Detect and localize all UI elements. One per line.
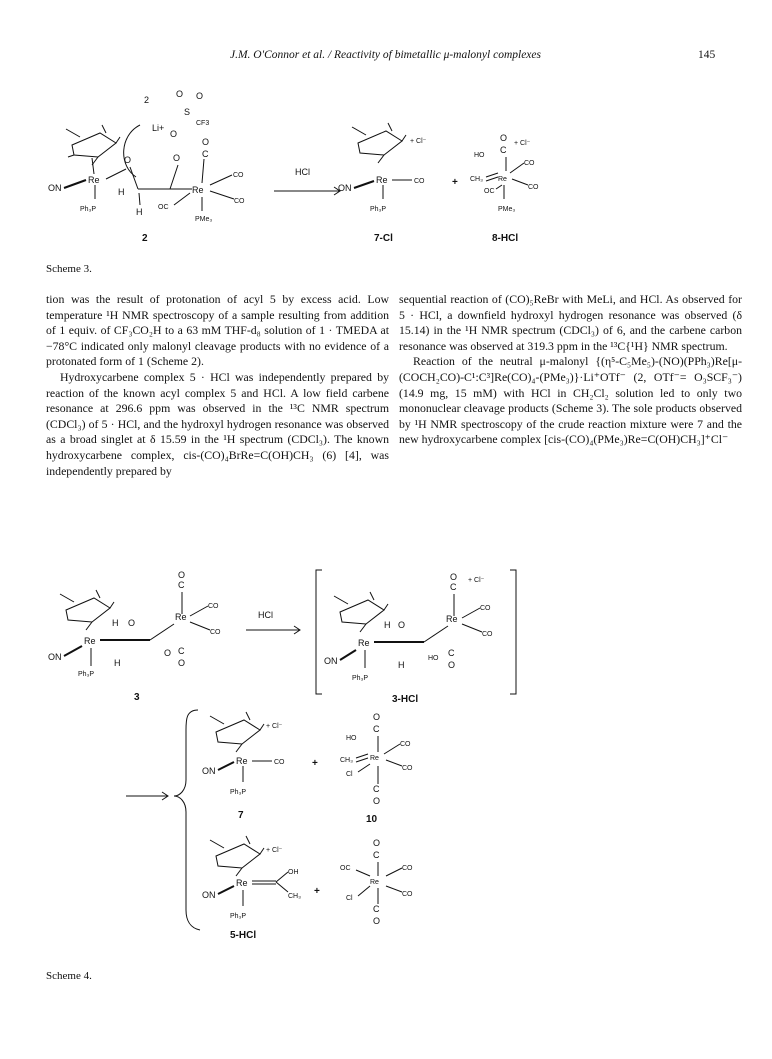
o-10b: O bbox=[373, 796, 381, 806]
plus-sign-3: + bbox=[314, 886, 320, 897]
scheme-4-drawing bbox=[40, 570, 740, 950]
co-10a: CO bbox=[400, 741, 411, 748]
ch3-5hcl: CH₃ bbox=[288, 893, 301, 900]
cp-ring-3hcl bbox=[334, 592, 388, 632]
co-3a: CO bbox=[208, 603, 219, 610]
oc-label: OC bbox=[158, 204, 169, 211]
o-top-2: O bbox=[196, 91, 204, 101]
cl-10: Cl bbox=[346, 771, 353, 778]
h-atom-2: H bbox=[136, 207, 143, 217]
o-3hcl-b: O bbox=[450, 572, 458, 582]
scheme-3 bbox=[40, 85, 740, 260]
h-3hcl: H bbox=[384, 620, 391, 630]
cation-cl-7: + Cl⁻ bbox=[266, 723, 283, 730]
ch3-10: CH₃ bbox=[340, 757, 353, 764]
re-10: Re bbox=[370, 755, 379, 762]
re-3hcl-b: Re bbox=[446, 614, 458, 624]
on-7cl: ON bbox=[338, 183, 352, 193]
pme3-8: PMe₃ bbox=[498, 206, 516, 213]
re-3: Re bbox=[84, 636, 96, 646]
co-re-a: CO bbox=[402, 865, 413, 872]
scheme-3-drawing bbox=[40, 85, 740, 260]
on-3hcl: ON bbox=[324, 656, 338, 666]
o-atom-3: O bbox=[202, 137, 210, 147]
re-7: Re bbox=[236, 756, 248, 766]
scheme-4 bbox=[40, 570, 740, 950]
co-3b: CO bbox=[210, 629, 221, 636]
o-3b: O bbox=[164, 648, 172, 658]
plus-sign-2: + bbox=[312, 758, 318, 769]
no-label: ON bbox=[48, 183, 62, 193]
s-atom: S bbox=[184, 107, 191, 117]
re-cl: Re bbox=[370, 879, 379, 886]
o-minus: O bbox=[170, 129, 178, 139]
re-3hcl: Re bbox=[358, 638, 370, 648]
c-8: C bbox=[500, 145, 507, 155]
c-10b: C bbox=[373, 784, 380, 794]
h-atom: H bbox=[118, 187, 125, 197]
on-3: ON bbox=[48, 652, 62, 662]
o-atom-3: O bbox=[128, 618, 136, 628]
paragraph: Hydroxycarbene complex 5 · HCl was independently prepared by reaction of the known acyl complex 5 and HCl. A low field carbene resonance at 296.6 ppm was observed in the ¹³C NMR spectrum (CDCl₃) of 5 · HCl, and the hydroxyl hydrogen resonance was observed as a broad singlet at δ 15.59 in the ¹H spectrum (CDCl₃). The known hydroxycarbene complex, cis-(CO)₄BrRe=C(OH)CH₃ (6) [4], was independently prepared by bbox=[46, 369, 389, 478]
running-header bbox=[0, 49, 772, 67]
c-3hcl: C bbox=[450, 582, 457, 592]
co-7cl: CO bbox=[414, 178, 425, 185]
on-5hcl: ON bbox=[202, 890, 216, 900]
product-8hcl-label: 8-HCl bbox=[492, 233, 519, 244]
text-column-right bbox=[399, 292, 742, 448]
cation-cl-5hcl: + Cl⁻ bbox=[266, 847, 283, 854]
co-7: CO bbox=[274, 759, 285, 766]
cp-ring-7cl bbox=[352, 123, 406, 163]
o-atom-2: O bbox=[173, 153, 181, 163]
re-5hcl: Re bbox=[236, 878, 248, 888]
ho-label: HO bbox=[474, 152, 485, 159]
ph3p-7: Ph₃P bbox=[230, 789, 247, 796]
h-atom-3b: H bbox=[114, 658, 121, 668]
cation-cl-8: + Cl⁻ bbox=[514, 140, 531, 147]
o-10: O bbox=[373, 712, 381, 722]
c-10: C bbox=[373, 724, 380, 734]
running-title: J.M. O'Connor et al. / Reactivity of bimetallic μ-malonyl complexes bbox=[230, 49, 541, 61]
ch3-label: CH₃ bbox=[470, 176, 483, 183]
product-7cl-label: 7-Cl bbox=[374, 233, 393, 244]
product-5hcl-label: 5-HCl bbox=[230, 930, 257, 941]
scheme4-arrow-label: HCl bbox=[258, 610, 273, 620]
h-atom-3: H bbox=[112, 618, 119, 628]
compound-3-label: 3 bbox=[134, 692, 140, 703]
ph3p-3hcl: Ph₃P bbox=[352, 675, 369, 682]
product-7-label: 7 bbox=[238, 810, 244, 821]
cation-cl-label: + Cl⁻ bbox=[410, 138, 427, 145]
ph3p-7cl: Ph₃P bbox=[370, 206, 387, 213]
co-re-b: CO bbox=[402, 891, 413, 898]
co-8a: CO bbox=[524, 160, 535, 167]
co-label: CO bbox=[233, 172, 244, 179]
page-number: 145 bbox=[698, 49, 716, 61]
ho-10: HO bbox=[346, 735, 357, 742]
o-re: O bbox=[373, 838, 381, 848]
o-3hcl: O bbox=[398, 620, 406, 630]
re-atom-2: Re bbox=[192, 185, 204, 195]
ph3p-5hcl: Ph₃P bbox=[230, 913, 247, 920]
scheme-4-caption: Scheme 4. bbox=[46, 970, 92, 982]
ph3p-label: Ph₃P bbox=[80, 206, 97, 213]
co-label-2: CO bbox=[234, 198, 245, 205]
c-atom: C bbox=[202, 149, 209, 159]
compound-3hcl-label: 3-HCl bbox=[392, 694, 419, 705]
o-re-b: O bbox=[373, 916, 381, 926]
c-re-b: C bbox=[373, 904, 380, 914]
on-7: ON bbox=[202, 766, 216, 776]
re-7cl: Re bbox=[376, 175, 388, 185]
cl-re: Cl bbox=[346, 895, 353, 902]
count-label: 2 bbox=[144, 95, 150, 105]
plus-sign: + bbox=[452, 177, 458, 188]
re-8: Re bbox=[498, 176, 507, 183]
cp-ring-5hcl bbox=[210, 836, 264, 876]
co-10b: CO bbox=[402, 765, 413, 772]
oc-re: OC bbox=[340, 865, 351, 872]
li-label: Li+ bbox=[152, 123, 165, 133]
cf3-label: CF3 bbox=[196, 120, 210, 127]
paragraph: Reaction of the neutral μ-malonyl {(η⁵-C₅Me₅)-(NO)(PPh₃)Re[μ-(COCH₂CO)-C¹:C³]Re(CO)₄-(PMe₃)}·Li⁺OTf⁻ (2, OTf⁻= O₃SCF₃⁻) (14.9 mg, 15 mM) with HCl in CH₂Cl₂ solution led to only two mononuclear cleavage products (Scheme 3). The sole products observed by ¹H NMR spectroscopy of the crude reaction mixture were 7 and the new hydroxycarbene complex [cis-(CO)₄(PMe₃)Re=C(OH)CH₃]⁺Cl⁻ bbox=[399, 354, 742, 447]
cp-ring-7 bbox=[210, 712, 264, 752]
o-atom: O bbox=[124, 155, 132, 165]
cation-cl-3hcl: + Cl⁻ bbox=[468, 577, 485, 584]
re-3b: Re bbox=[175, 612, 187, 622]
cp-ring-3 bbox=[60, 590, 114, 630]
scheme3-arrow-label: HCl bbox=[295, 167, 310, 177]
re-atom-label: Re bbox=[88, 175, 100, 185]
o-3c: O bbox=[178, 658, 186, 668]
oc-8: OC bbox=[484, 188, 495, 195]
c-re: C bbox=[373, 850, 380, 860]
cp-ring-left bbox=[66, 125, 120, 165]
co-3hcl-a: CO bbox=[480, 605, 491, 612]
ph3p-3: Ph₃P bbox=[78, 671, 95, 678]
o-8: O bbox=[500, 133, 508, 143]
paragraph: tion was the result of protonation of acyl 5 by excess acid. Low temperature ¹H NMR spectroscopy of a sample resulting from addition of 1 equiv. of CF₃CO₂H to a 63 mM THF-d₈ solution of 1 · TMEDA at −78°C indicated only malonyl cleavage products with no evidence of a protonated form of 1 (Scheme 2). bbox=[46, 292, 389, 369]
c-3b: C bbox=[178, 646, 185, 656]
paragraph: sequential reaction of (CO)₅ReBr with MeLi, and HCl. As observed for 5 · HCl, a downfield hydroxyl hydrogen resonance was observed (δ 15.14) in the ¹H NMR spectrum (CDCl₃) of 6, and the carbene carbon resonance was observed at 319.3 ppm in the ¹³C{¹H} NMR spectrum. bbox=[399, 292, 742, 353]
c-3: C bbox=[178, 580, 185, 590]
scheme-3-caption: Scheme 3. bbox=[46, 263, 92, 275]
o-3: O bbox=[178, 570, 186, 580]
co-8b: CO bbox=[528, 184, 539, 191]
ho-3hcl: HO bbox=[428, 655, 439, 662]
compound-2-label: 2 bbox=[142, 233, 148, 244]
co-3hcl-b: CO bbox=[482, 631, 493, 638]
oh-5hcl: OH bbox=[288, 869, 299, 876]
h-3hcl-b: H bbox=[398, 660, 405, 670]
text-column-left bbox=[46, 292, 389, 479]
o-top: O bbox=[176, 89, 184, 99]
product-10-label: 10 bbox=[366, 814, 378, 825]
pme3-label: PMe₃ bbox=[195, 216, 213, 223]
c-3hcl-b: C bbox=[448, 648, 455, 658]
o-3hcl-c: O bbox=[448, 660, 456, 670]
